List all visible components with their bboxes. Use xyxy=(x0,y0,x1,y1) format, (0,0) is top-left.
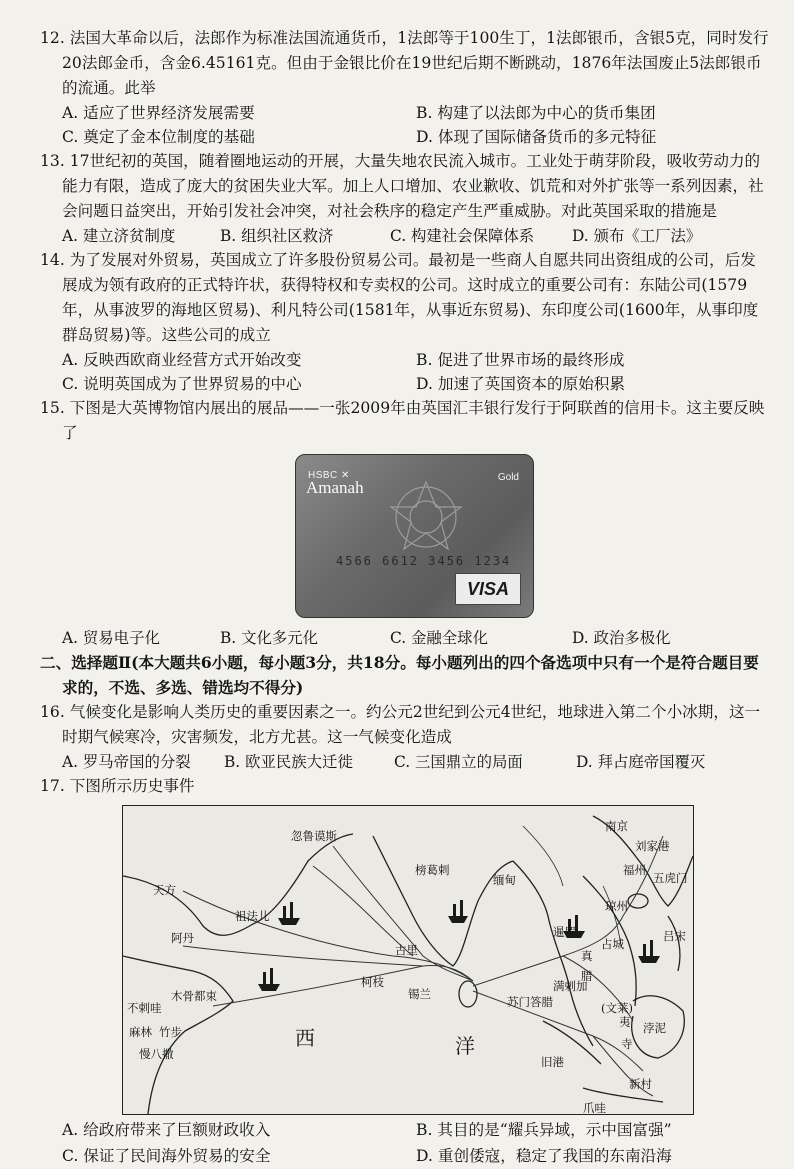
label-mugudushu: 木骨都束 xyxy=(171,989,217,1003)
label-bulawa: 不剌哇 xyxy=(127,1001,162,1015)
option-a[interactable]: A. 建立济贫制度 xyxy=(62,227,176,245)
question-16 xyxy=(40,700,770,774)
option-c[interactable]: C. 奠定了金本位制度的基础 xyxy=(62,128,255,146)
question-stem: 14. 为了发展对外贸易，英国成立了许多股份贸易公司。最初是一些商人自愿共同出资组成的公司，后发展成为领有政府的正式特许状，获得特权和专卖权的公司。这时成立的重要公司有：东陆公司(1579年，从事波罗的海地区贸易)、利凡特公司(1581年，从事近东贸易)、东印度公司(1600年，从事印度群岛贸易)等。这些公司的成立 xyxy=(40,251,759,344)
options xyxy=(40,101,770,149)
option-b[interactable]: B. 文化多元化 xyxy=(220,629,319,647)
label-nanjing: 南京 xyxy=(605,819,628,833)
question-stem: 17. 下图所示历史事件 xyxy=(40,777,195,795)
options xyxy=(40,626,770,650)
option-c[interactable]: C. 金融全球化 xyxy=(390,629,488,647)
label-adan: 阿丹 xyxy=(171,931,194,945)
options xyxy=(40,750,770,774)
option-b[interactable]: B. 促进了世界市场的最终形成 xyxy=(416,351,625,369)
question-15 xyxy=(40,396,770,650)
label-xiyang-yang: 洋 xyxy=(455,1034,477,1058)
option-b[interactable]: B. 组织社区救济 xyxy=(220,227,334,245)
card-tier: Gold xyxy=(497,472,519,483)
label-xincun: 新村 xyxy=(629,1077,652,1091)
option-b[interactable]: B. 其目的是“耀兵异域，示中国富强” xyxy=(416,1121,672,1139)
credit-card-figure xyxy=(40,446,770,626)
label-luosong: 吕宋 xyxy=(663,929,686,943)
label-zhaowa: 爪哇 xyxy=(583,1101,606,1115)
visa-text: VISA xyxy=(466,578,509,599)
question-stem: 13. 17世纪初的英国，随着圈地运动的开展，大量失地农民流入城市。工业处于萌芽阶段，吸收劳动力的能力有限，造成了庞大的贫困失业大军。加上人口增加、农业歉收、饥荒和对外扩张等一系列因素，社会问题日益突出，开始引发社会冲突，对社会秩序的稳定产生严重威胁。对此英国采取的措施是 xyxy=(40,152,764,220)
label-wenlai: (文莱) xyxy=(601,1001,633,1015)
card-bank-logo: HSBC ✕ xyxy=(308,470,350,481)
options xyxy=(40,1117,770,1169)
label-jiugang: 旧港 xyxy=(541,1055,564,1069)
option-c[interactable]: C. 保证了民间海外贸易的安全 xyxy=(62,1147,271,1165)
star-pattern-icon xyxy=(366,477,486,557)
label-zhen: 真 xyxy=(581,949,593,963)
label-boni: 浡泥 xyxy=(643,1021,666,1035)
option-d[interactable]: D. 拜占庭帝国覆灭 xyxy=(576,753,706,771)
label-tianfang: 天方 xyxy=(153,883,176,897)
label-liujiagang: 刘家港 xyxy=(635,839,670,853)
label-wuhumen: 五虎门 xyxy=(653,871,688,885)
question-17 xyxy=(40,774,770,1169)
exam-page xyxy=(40,26,770,1169)
option-a[interactable]: A. 给政府带来了巨额财政收入 xyxy=(62,1121,271,1139)
option-d[interactable]: D. 加速了英国资本的原始积累 xyxy=(416,375,625,393)
ship-icons xyxy=(258,900,660,991)
section-heading: 二、选择题Ⅱ(本大题共6小题，每小题3分，共18分。每小题列出的四个备选项中只有一个是符合题目要求的，不选、多选、错选均不得分) xyxy=(40,653,759,697)
label-zhancheng: 占城 xyxy=(601,937,624,951)
question-14 xyxy=(40,248,770,396)
option-a[interactable]: A. 罗马帝国的分裂 xyxy=(62,753,191,771)
option-c[interactable]: C. 说明英国成为了世界贸易的中心 xyxy=(62,375,302,393)
voyage-map-figure xyxy=(40,799,770,1117)
label-bangela: 榜葛剌 xyxy=(415,863,450,877)
label-xiyang-xi: 西 xyxy=(295,1026,317,1050)
label-manbasa: 慢八撒 xyxy=(139,1047,174,1061)
question-stem: 12. 法国大革命以后，法郎作为标准法国流通货币，1法郎等于100生丁，1法郎银币，含银5克，同时发行20法郎金币，含金6.45161克。但由于金银比价在19世纪后期不断跳动，1876年法国废止5法郎银币的流通。此举 xyxy=(40,29,769,97)
label-sumendala: 苏门答腊 xyxy=(507,995,553,1009)
visa-logo xyxy=(455,573,521,605)
option-b[interactable]: B. 构建了以法郎为中心的货币集团 xyxy=(416,104,656,122)
label-yi: 夷 xyxy=(619,1015,631,1029)
label-hulumosi: 忽鲁谟斯 xyxy=(291,829,337,843)
options xyxy=(40,224,770,248)
option-d[interactable]: D. 重创倭寇，稳定了我国的东南沿海 xyxy=(416,1147,672,1165)
option-b[interactable]: B. 欧亚民族大迁徙 xyxy=(224,753,353,771)
option-d[interactable]: D. 政治多极化 xyxy=(572,629,671,647)
options xyxy=(40,348,770,396)
question-stem: 16. 气候变化是影响人类历史的重要因素之一。约公元2世纪到公元4世纪，地球进入第二个小冰期，这一时期气候寒冷，灾害频发，北方尤甚。这一气候变化造成 xyxy=(40,703,761,746)
question-13 xyxy=(40,149,770,248)
label-fuzhou: 福州 xyxy=(623,863,646,877)
option-a[interactable]: A. 反映西欧商业经营方式开始改变 xyxy=(62,351,302,369)
card-number: 4566 6612 3456 1234 xyxy=(336,554,512,568)
label-la: 腊 xyxy=(581,969,593,983)
option-a[interactable]: A. 贸易电子化 xyxy=(62,629,160,647)
label-zufaer: 祖法儿 xyxy=(235,909,270,923)
option-c[interactable]: C. 三国鼎立的局面 xyxy=(394,753,523,771)
option-a[interactable]: A. 适应了世界经济发展需要 xyxy=(62,104,255,122)
voyage-map xyxy=(122,805,694,1115)
card-product-name: Amanah xyxy=(306,478,364,497)
option-d[interactable]: D. 体现了国际储备货币的多元特征 xyxy=(416,128,657,146)
label-qiongzhou: 琼州 xyxy=(605,899,628,913)
label-kezhi: 柯枝 xyxy=(361,975,384,989)
question-stem: 15. 下图是大英博物馆内展出的展品——一张2009年由英国汇丰银行发行于阿联酋的信用卡。这主要反映了 xyxy=(40,399,765,442)
label-manlajia: 满剌加 xyxy=(553,979,588,993)
option-c[interactable]: C. 构建社会保障体系 xyxy=(390,227,535,245)
question-12 xyxy=(40,26,770,149)
label-xianluo: 暹罗 xyxy=(553,925,576,939)
label-malin: 麻林 xyxy=(129,1025,152,1039)
label-zhubu: 竹步 xyxy=(159,1025,182,1039)
label-guli: 古里 xyxy=(395,943,418,957)
label-miandian: 缅甸 xyxy=(493,873,516,887)
credit-card-image xyxy=(295,454,534,618)
label-si: 寺 xyxy=(621,1037,633,1051)
option-d[interactable]: D. 颁布《工厂法》 xyxy=(572,227,702,245)
label-xilan: 锡兰 xyxy=(408,987,431,1001)
